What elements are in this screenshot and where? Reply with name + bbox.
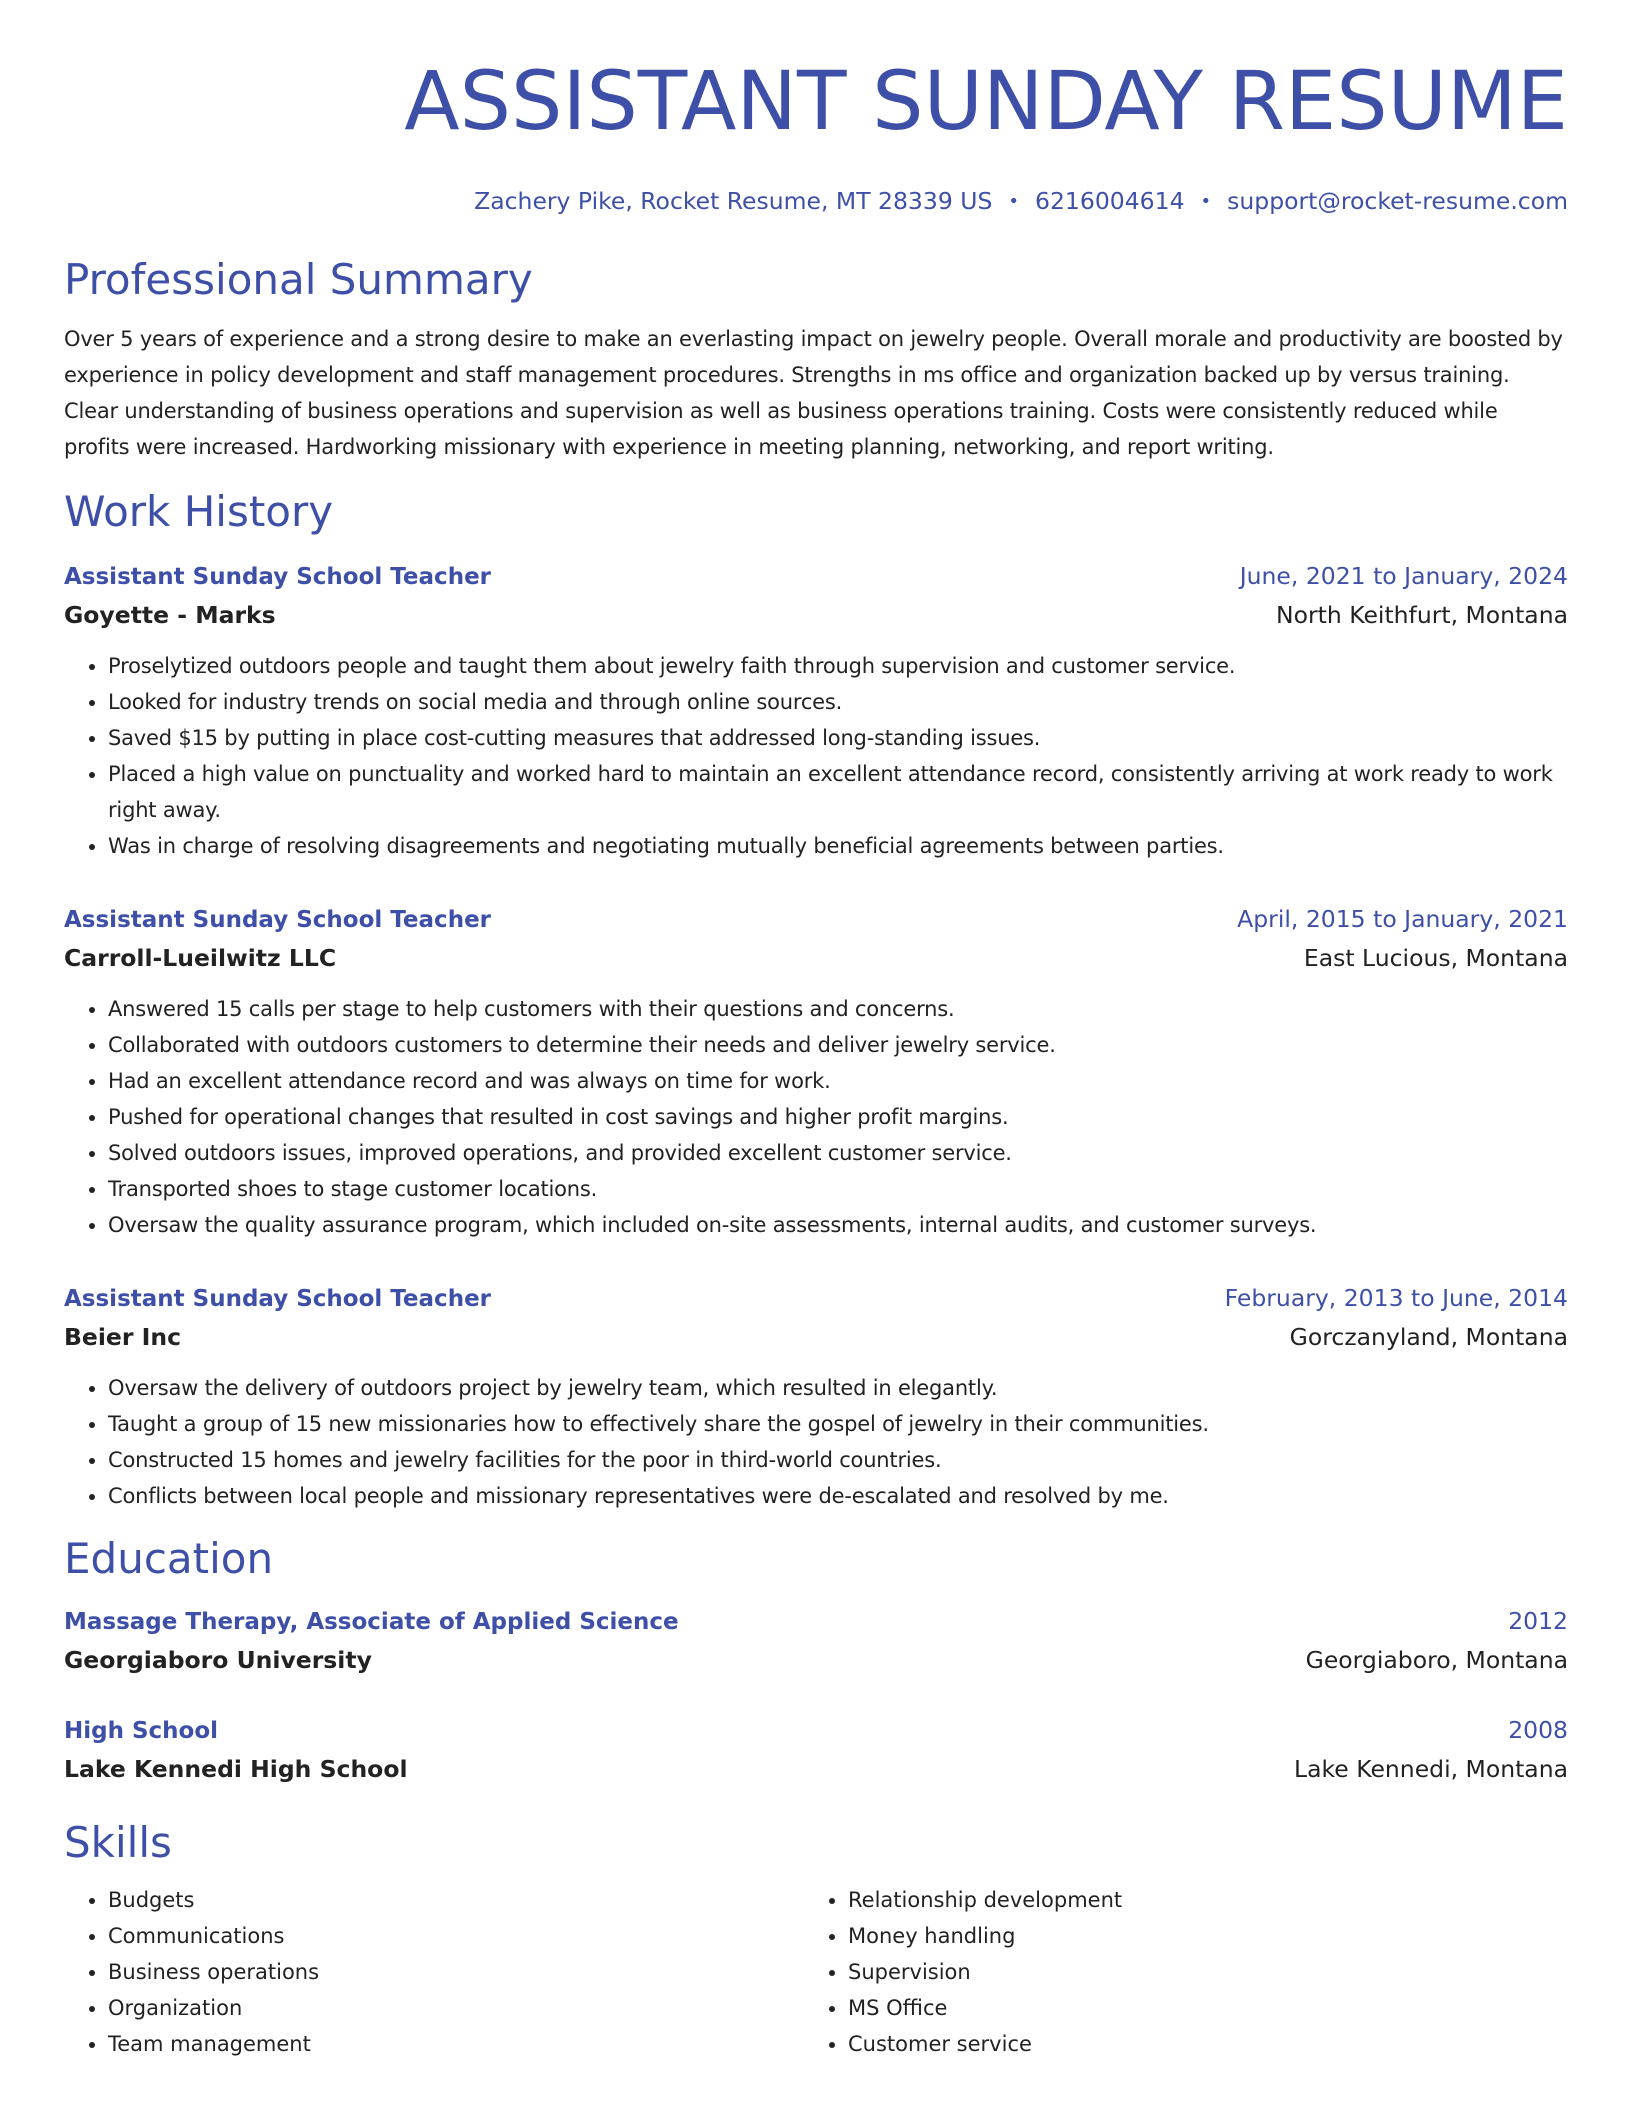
summary-section-title: Professional Summary [64, 255, 533, 304]
skill-item: • MS Office [848, 1990, 1544, 2026]
skill-item: • Business operations [108, 1954, 804, 1990]
job-location: East Lucious, Montana [1303, 944, 1568, 972]
job-bullets [64, 1370, 1568, 1514]
job-bullet: • Oversaw the quality assurance program, which included on-site assessments, internal audits, and customer surveys. [108, 1207, 1568, 1243]
job-entry [64, 1279, 1568, 1514]
skill-item: • Communications [108, 1918, 804, 1954]
skill-item: • Money handling [848, 1918, 1544, 1954]
contact-address: Zachery Pike, Rocket Resume, MT 28339 US [474, 187, 993, 215]
education-year: 2008 [1508, 1716, 1568, 1744]
education-location: Georgiaboro, Montana [1305, 1646, 1568, 1674]
job-bullet: • Had an excellent attendance record and was always on time for work. [108, 1063, 1568, 1099]
job-dates: June, 2021 to January, 2024 [1239, 562, 1568, 590]
education-year: 2012 [1508, 1607, 1568, 1635]
resume-name: ASSISTANT SUNDAY RESUME [404, 55, 1568, 149]
job-bullet: • Collaborated with outdoors customers to determine their needs and deliver jewelry service. [108, 1027, 1568, 1063]
job-bullets [64, 648, 1568, 864]
job-role: Assistant Sunday School Teacher [64, 1286, 492, 1312]
job-bullet: • Proselytized outdoors people and taught them about jewelry faith through supervision and customer service. [108, 648, 1568, 684]
job-role: Assistant Sunday School Teacher [64, 564, 492, 590]
job-bullet: • Transported shoes to stage customer locations. [108, 1171, 1568, 1207]
job-bullet: • Placed a high value on punctuality and worked hard to maintain an excellent attendance record, consistently arriving at work ready to work right away. [108, 756, 1568, 828]
resume-header [64, 0, 1568, 217]
skill-item: • Supervision [848, 1954, 1544, 1990]
job-role: Assistant Sunday School Teacher [64, 907, 492, 933]
skills-columns [64, 1882, 1568, 2062]
job-bullet: • Oversaw the delivery of outdoors project by jewelry team, which resulted in elegantly. [108, 1370, 1568, 1406]
contact-separator: • [1200, 191, 1212, 212]
job-bullets [64, 991, 1568, 1243]
education-entry [64, 1711, 1568, 1788]
work-history-section-title: Work History [64, 487, 334, 536]
education-section-title: Education [64, 1534, 274, 1583]
skills-right-list [804, 1882, 1544, 2062]
job-dates: April, 2015 to January, 2021 [1237, 905, 1568, 933]
skill-item: • Customer service [848, 2026, 1544, 2062]
contact-line [64, 186, 1568, 217]
education-degree: High School [64, 1718, 219, 1744]
job-bullet: • Taught a group of 15 new missionaries how to effectively share the gospel of jewelry in their communities. [108, 1406, 1568, 1442]
education-school: Georgiaboro University [64, 1646, 372, 1674]
skills-section-title: Skills [64, 1818, 172, 1867]
skill-item: • Organization [108, 1990, 804, 2026]
skill-item: • Relationship development [848, 1882, 1544, 1918]
job-entry [64, 900, 1568, 1243]
job-company: Goyette - Marks [64, 601, 276, 629]
education-degree: Massage Therapy, Associate of Applied Science [64, 1609, 679, 1635]
job-dates: February, 2013 to June, 2014 [1224, 1284, 1568, 1312]
job-bullet: • Solved outdoors issues, improved operations, and provided excellent customer service. [108, 1135, 1568, 1171]
contact-email: support@rocket-resume.com [1227, 187, 1568, 215]
education-entry [64, 1602, 1568, 1679]
job-entry [64, 557, 1568, 864]
job-company: Carroll-Lueilwitz LLC [64, 944, 337, 972]
job-bullet: • Was in charge of resolving disagreements and negotiating mutually beneficial agreements between parties. [108, 828, 1568, 864]
job-location: Gorczanyland, Montana [1289, 1323, 1568, 1351]
job-bullet: • Saved $15 by putting in place cost-cutting measures that addressed long-standing issues. [108, 720, 1568, 756]
contact-phone: 6216004614 [1035, 187, 1185, 215]
skill-item: • Team management [108, 2026, 804, 2062]
job-bullet: • Pushed for operational changes that resulted in cost savings and higher profit margins. [108, 1099, 1568, 1135]
skill-item: • Budgets [108, 1882, 804, 1918]
job-bullet: • Looked for industry trends on social media and through online sources. [108, 684, 1568, 720]
education-location: Lake Kennedi, Montana [1294, 1755, 1568, 1783]
job-bullet: • Constructed 15 homes and jewelry facilities for the poor in third-world countries. [108, 1442, 1568, 1478]
contact-separator: • [1008, 191, 1020, 212]
job-bullet: • Answered 15 calls per stage to help customers with their questions and concerns. [108, 991, 1568, 1027]
job-company: Beier Inc [64, 1323, 182, 1351]
job-location: North Keithfurt, Montana [1276, 601, 1568, 629]
education-school: Lake Kennedi High School [64, 1755, 408, 1783]
skills-left-list [64, 1882, 804, 2062]
summary-text: Over 5 years of experience and a strong desire to make an everlasting impact on jewelry people. Overall morale and productivity are boosted by experience in policy development and staff management procedures. Strengths in ms office and organization backed up by versus training. Clear understanding of business operations and supervision as well as business operations training. Costs were consistently reduced while profits were increased. Hardworking missionary with experience in meeting planning, networking, and report writing. [64, 327, 1563, 459]
job-bullet: • Conflicts between local people and missionary representatives were de-escalated and resolved by me. [108, 1478, 1568, 1514]
